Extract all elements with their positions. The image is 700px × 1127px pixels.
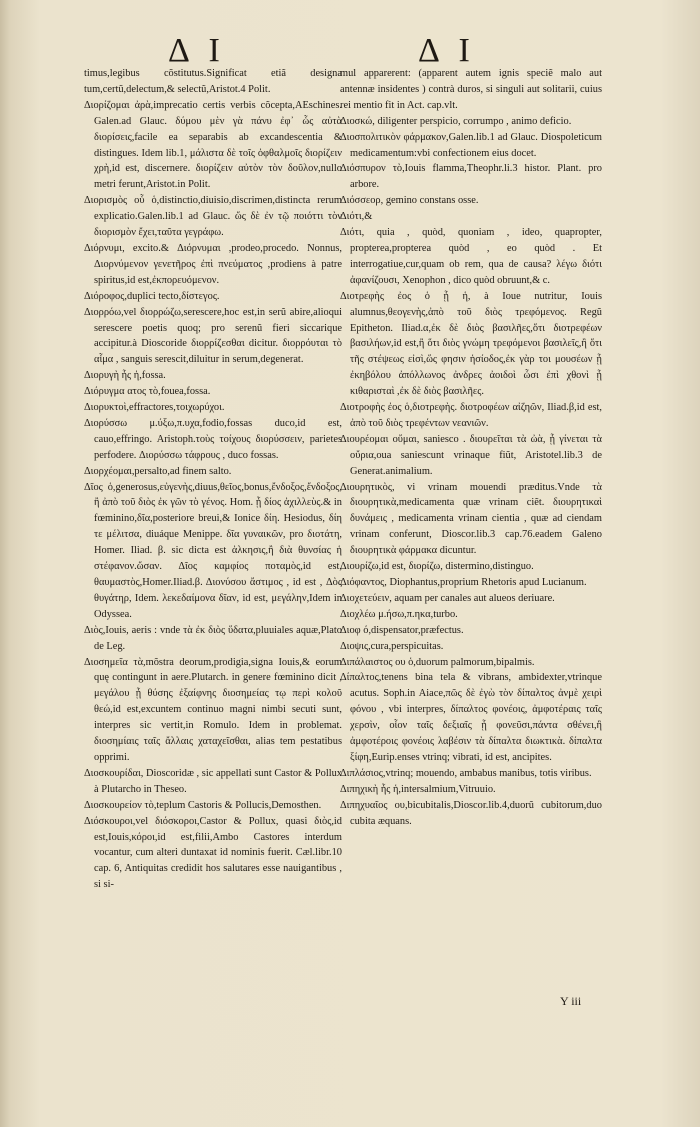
- dictionary-entry: Διοσκουρείον τὸ,teplum Castoris & Pollucis,Demosthen.: [84, 799, 322, 811]
- dictionary-entry: Διουρέομαι οὔμαι, saniesco . διουρεῖται τὰ ὠὰ, ᾗ γίνεται τὰ οὔρια,oua saniescunt vrinaque fiũt, Aristotel.lib.3 de Generat.animalium.: [340, 433, 602, 477]
- dictionary-entry: Διορχέομαι,persalto,ad finem salto.: [84, 465, 232, 477]
- dictionary-entry: Διότι,&: [340, 211, 373, 223]
- dictionary-entry: Διορρόω,vel διορρώζω,serescere,hoc est,in serũ abire,alioqui serescere poetis quoq; pro serenũ fieri siccarique accipitur.à Dioscoride διορρίζεσθαι dicitur. διορρόυται τὸ αἷμα , sanguis serescit,diluitur in serum,degenerat.: [84, 306, 342, 366]
- dictionary-entry: Διπλάσιος,vtrinq; mouendo, ambabus manibus, totis viribus.: [340, 767, 592, 779]
- dictionary-entry: Διπηχικὴ ἧς ἡ,intersalmium,Vitruuio.: [340, 783, 496, 795]
- dictionary-entry: Διοσημεῖα τὰ,mõstra deorum,prodigia,signa Iouis,& eorum quę contingunt in aere.Plutarch. in genere fœminino dicit , μεγάλου ᾗ θύσης ἐξαίφνης διοσημείας τῳ περὶ κολοῦ θεώ,id est,excuntem continuo magni nimbi secuti sunt, interpres sic vertit,in Romulo. Idem in problemat. διοσημίαις ταῖς ἄλλαις χαταχεῖσθαι, alias tem pestatibus opprimi.: [84, 656, 342, 763]
- dictionary-entry: Διοτρεφὴς ἐος ὁ ᾗ ἡ, à Ioue nutritur, Iouis alumnus,θεογενὴς,ἀπὸ τοῦ διὸς τρεφόμενος. Regũ Epitheton. Iliad.α,ἐκ δὲ διὸς βασιλῆες,ὅτι διοτρεφέων βασιλήων,id est,ἢ ὅτι διὸς γνώμη τρεφόμενοι βασιλεῖς,ἢ ὅτι τῆς στέψεως εἰσὶ,ὥς φησιν ἡσίοδος,ἐκ γὰρ τοι μουσέων ᾗ ἐκηβόλου ἀπόλλωνος ἀνδρες ἀοιδοὶ ὦσι ἐπὶ χθονὶ ᾗ κιθαρισταὶ ,ἐκ δὲ διὸς βασιλῆες.: [340, 290, 602, 398]
- dictionary-entry: Διόσσεορ, gemino constans osse.: [340, 195, 479, 207]
- signature-mark: Y iii: [560, 994, 582, 1008]
- dictionary-entry: Διόσπυρον τὸ,Iouis flamma,Theophr.li.3 histor. Plant. pro arbore.: [340, 163, 602, 191]
- dictionary-entry: Διοψις,cura,perspicuitas.: [340, 640, 444, 652]
- dictionary-entry: Διὸς,Iouis, aeris : vnde τὰ ἐκ διὸς ὕδατα,pluuiales aquæ,Plato de Leg.: [84, 624, 342, 652]
- running-head-right: Δ Ι: [418, 32, 476, 69]
- dictionary-entry: Διόφαντος, Diophantus,proprium Rhetoris apud Lucianum.: [340, 577, 587, 588]
- dictionary-entry: Διότι, quia , quòd, quoniam , ideo, quapropter, propterea,propterea quòd , eo quòd . Et interrogatiue,cur,quam ob rem, qua de causa? λέγω διότι ἀφανίζουσι, Xenophon , dico quòd obruunt,& c.: [340, 227, 602, 286]
- dictionary-entry: Διοχετεύειν, aquam per canales aut alueos deriuare.: [340, 592, 555, 604]
- running-head-left: Δ Ι: [168, 32, 226, 69]
- right-column: [340, 66, 602, 830]
- dictionary-entry: Διόρυγμα ατος τὸ,fouea,fossa.: [84, 386, 211, 398]
- dictionary-entry: Διουρητικὸς, vi vrinam mouendi præditus.Vnde τὰ διουρητικὰ,medicamenta quæ vrinam ciẽt. διουρητικαὶ δυνάμεις , medicamenta vrinam cientia , quæ ad ciendam vrinam conferunt, Dioscor.lib.3 cap.76.eadem Galeno διουρητικὰ φάρμακα dicuntur.: [340, 481, 602, 557]
- dictionary-entry: Δῖος ὁ,generosus,εὐγενὴς,diuus,θεῖος,bonus,ἔνδοξος,ἔνδοξος, ἢ ἀπὸ τοῦ διὸς ἐκ γῶν τὸ γένος. Hom. ᾗ δίος ἀχιλλεὺς.& in fœminino,δῖα,posteriore breui,& Ionice δίη. Hesiodus, δίη τε μέλιτσα, diuáque Menippe. δῖα γυναικῶν, pro διοτάτη, Homer. Iliad. β. sic dicta est ἀλκησις,ἢ διὰ θυνσίας ἡ στέφανον.ὥσαν. Δῖος καμφίος ποταμὸς,id est, θαυμαστὸς,Homer.Iliad.β. Διονύσου ἄστιμος , id est , Δὸς θυγάτηρ, Idem. λεκεδαίμονα δῖαν, id est, μεγάλην,Idem in Odyssea.: [84, 481, 342, 620]
- dictionary-entry: Διόροφος,duplici tecto,δίστεγος.: [84, 290, 220, 302]
- left-column: [84, 66, 342, 893]
- dictionary-entry: Διπάλαιστος ου ὁ,duorum palmorum,bipalmis.: [340, 656, 535, 668]
- dictionary-entry: Διόσκουροι,vel διόσκοροι,Castor & Pollux, quasi διὸς,id est,Iouis,κόροι,id est,filii,Ambo Castores interdum vocantur, cum alteri duntaxat id nominis fuerit. Cæl.libr.10 cap. 6, Antiquitas credidit hos salutares esse nauigantibus , si si-: [84, 815, 342, 891]
- dictionary-entry: Διορυγὴ ἧς ἡ,fossa.: [84, 370, 166, 382]
- dictionary-entry: Διόρνυμι, excito.& Διόρνυμαι ,prodeo,procedo. Nonnus, Διορνύμενον γενετῆρος ἐπὶ πνεύματος ,prodiens à patre spiritus,id est,ἐκπορευόμενον.: [84, 242, 342, 286]
- dictionary-entry: timus,legibus cõstitutus.Significat etiã designa tum,certũ,delectum,& selectũ,Aristot.4 Polit.: [84, 68, 342, 95]
- dictionary-entry: Διορυκτοὶ,effractores,τοιχωρύχοι.: [84, 402, 225, 414]
- dictionary-entry: Διορίζομαι ἀρὰ,imprecatio certis verbis cõcepta,AEschines. Galen.ad Glauc. δύμου μὲν γὰ πάνυ ἐφ᾽ ὧς αὐτὰ διορίσεις,facile ea separabis ab excandescentia & distingues. Idem lib.1, μάλιστα δὲ τοῖς ὀφθαλμοῖς διορίζειν χρὴ,id est, discernere. διορίζειν αὐτὸν τὸν δοῦλον,nullo metri ferunt,Aristot.in Polit.: [84, 99, 342, 191]
- dictionary-entry: Διοσπολιτικὸν φάρμακον,Galen.lib.1 ad Glauc. Diospoleticum medicamentum:vbi confectionem eius docet.: [340, 131, 602, 159]
- dictionary-entry: Διουρίζω,id est, διορίζω, distermino,distinguo.: [340, 561, 534, 573]
- dictionary-entry: Δίπαλτος,tenens bina tela & vibrans, ambidexter,vtrinque acutus. Soph.in Aiace,πῶς δὲ ἐγὼ τὸν δίπαλτος ἀνμὲ χειρὶ φόνου , vbi interpres, δίπαλτος φονέοις, ἀμφοτέραις ταῖς χερσὶν, οἷον ταῖς δεξιαῖς ᾗ φονεῦσι,πάντα σθένει,ἢ ἀμφοτέροις φονέοις λαβέσιν τὰ δίπαλτα διωκτικὰ. δίπαλτα ξίφη,Eurip.enses vtrinq; vibrati, id est, ancipites.: [340, 672, 602, 763]
- dictionary-entry: Διορισμὸς οὗ ὁ,distinctio,diuisio,discrimen,distincta rerum explicatio.Galen.lib.1 ad Glauc. ὥς δὲ ἐν τῷ ποιόττι τὸν διορισμὸν ἔχει,ταῦτα γεγράφω.: [84, 195, 342, 239]
- dictionary-entry: Διπηχυαῖος ου,bicubitalis,Dioscor.lib.4,duorũ cubitorum,duo cubita æquans.: [340, 799, 602, 827]
- dictionary-entry: Διοσκουρίδαι, Dioscoridæ , sic appellati sunt Castor & Pollux à Plutarcho in Theseo.: [84, 767, 342, 795]
- dictionary-entry: Διοτροφὴς ἐος ὁ,διοτρεφὴς. διοτροφέων αἰζηῶν, Iliad.β,id est, ἀπὸ τοῦ διὸς τρεφέντων νεανιῶν.: [340, 402, 602, 429]
- dictionary-entry: Διοσκώ, diligenter perspicio, corrumpo , animo deficio.: [340, 115, 572, 127]
- dictionary-entry: mul apparerent: (apparent autem ignis speciẽ malo aut antennæ insidentes ) contrà duros, si singuli aut solitarii, cuius rei mentio fit in Act. cap.vlt.: [340, 68, 602, 111]
- dictionary-entry: Διοχλέω μ.ήσω,π.ηκα,turbo.: [340, 608, 458, 620]
- dictionary-entry: Διορύσσω μ.ύξω,π.υχα,fodio,fossas duco,id est, cauo,effringo. Aristoph.τοὺς τοίχους διορύσσειν, parietes perfodere. Διορύσσω τάφρους , duco fossas.: [84, 417, 342, 461]
- dictionary-entry: Διοφ ό,dispensator,præfectus.: [340, 624, 464, 636]
